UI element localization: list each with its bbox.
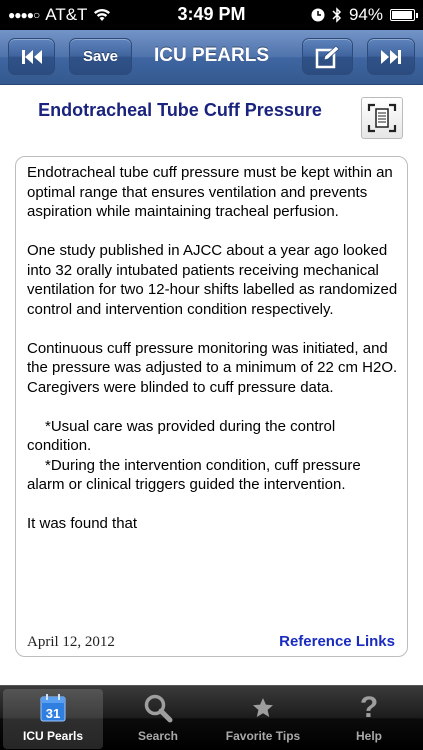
star-icon <box>251 696 275 720</box>
article-title: Endotracheal Tube Cuff Pressure <box>38 100 322 120</box>
tab-bar <box>0 685 423 750</box>
magnifier-icon <box>143 693 173 723</box>
battery-icon <box>390 9 415 21</box>
battery-level <box>392 11 412 19</box>
article-date: April 12, 2012 <box>27 634 115 650</box>
article-card <box>15 156 408 657</box>
article-bullet: *During the intervention condition, cuff pressure alarm or clinical triggers guided the intervention. <box>27 456 361 493</box>
next-button[interactable] <box>367 38 415 75</box>
article-paragraph: Continuous cuff pressure monitoring was initiated, and the pressure was adjusted to a minimum of 22 cm H2O. Caregivers were blinded to cuff pressure data. <box>27 339 398 396</box>
scan-document-button[interactable] <box>361 97 403 139</box>
carrier-name: AT&T <box>45 5 88 24</box>
calendar-icon <box>39 693 67 723</box>
article-paragraph: One study published in AJCC about a year ago looked into 32 orally intubated patients receiving mechanical ventilation for two 12-hour shifts labelled as randomized control and intervention condition respectively. <box>27 242 398 318</box>
tab-help[interactable] <box>319 689 419 749</box>
tab-label: Help <box>355 729 382 743</box>
nav-bar <box>0 30 423 85</box>
tab-favorite-tips[interactable] <box>213 689 313 749</box>
tab-label: ICU Pearls <box>22 729 84 743</box>
article-paragraph: Endotracheal tube cuff pressure must be kept within an optimal range that ensures ventilation and prevents aspiration while maintaining tracheal perfusion. <box>27 164 393 220</box>
tab-icu-pearls[interactable] <box>3 689 103 749</box>
clock-icon <box>311 8 325 22</box>
scan-document-icon <box>362 98 402 138</box>
calendar-badge: 31 <box>45 706 61 721</box>
signal-icon: ●●●●○ <box>8 8 40 22</box>
save-label: Save <box>82 48 119 65</box>
article-bullet: *Usual care was provided during the control condition. <box>27 417 336 454</box>
status-time: 3:49 PM <box>177 4 246 24</box>
reference-links-link[interactable]: Reference Links <box>279 633 395 650</box>
skip-forward-icon <box>380 49 402 65</box>
battery-percent: 94% <box>348 5 383 24</box>
status-indicators <box>311 5 415 25</box>
tab-label: Favorite Tips <box>225 729 301 743</box>
bluetooth-icon <box>332 7 342 23</box>
article-paragraph: It was found that <box>27 515 138 532</box>
compose-icon <box>315 45 341 69</box>
status-bar <box>0 0 423 30</box>
tab-search[interactable] <box>108 689 208 749</box>
edit-button[interactable] <box>302 38 353 75</box>
tab-label: Search <box>137 729 179 743</box>
question-icon: ? <box>359 691 379 724</box>
nav-title: ICU PEARLS <box>153 45 270 66</box>
article-body <box>27 163 399 553</box>
